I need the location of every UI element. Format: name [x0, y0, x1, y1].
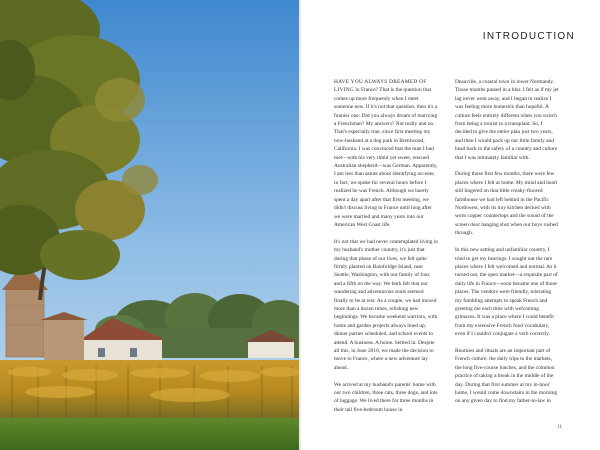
page-number: 11	[557, 425, 562, 430]
paragraph: It's not that we had never contemplated living in my husband's mother country, it's just that during that phase of our lives, we felt quite firmly planted on Bainbridge Island, near Seattle, Washington, with our family of four, and a fifth on the way. We both felt that our wandering and adventurous souls seemed finally to be at rest. As a couple, we had moved more than a dozen times, relishing new beginnings. We became weekend warriors, with home and garden projects always lined up, dinner parties scheduled, and school events to attend. A business. A home. Settled in. Despite all this, in June 2010, we made the decision to move to France, where a new adventure lay ahead.	[334, 238, 438, 371]
left-column	[334, 78, 438, 436]
paragraph: During those first few months, there were few places where I felt at home. My mind and heart still lingered on that little creaky-floored farmhouse we had left behind in the Pacific Northwest, with its tiny kitchen decked with worn copper countertops and the sound of the screen door banging shut when our boys rushed through.	[455, 171, 558, 237]
paragraph-text: in France? That is the question that comes up more frequently when I meet someone new. If it's not that question, then it's a funnier one: Did you always dream of marrying a Frenchman? My answers? Not really and no. That's especially true, since first meeting my now-husband at a dog park in Brentwood, California. I was convinced that the man I had met—with his very timid yet sweet, rescued Australian shepherd—was German. Apparently, I am less than astute about identifying accents; in fact, we spoke for several hours before I realized he was French. Although we barely spent a day apart after that first meeting, we didn't discuss living in France until long after we were married and many years into our American West Coast life.	[334, 87, 438, 228]
paragraph: Deauville, a coastal town in lower Normandy. Those months passed in a blur. I felt as if my jet lag never went away, and I began to realize I was feeling more homesick than hopeful. A culture feels entirely different when you switch from being a tourist to a transplant. So, I decided to give the entire plan just two years, and then I would pack up our little family and head back to the safety of a country and culture that I was intimately familiar with.	[455, 79, 559, 161]
lead-in: HAVE YOU ALWAYS DREAMED OF LIVING	[334, 79, 427, 94]
paragraph	[334, 78, 438, 229]
grass-foreground	[0, 418, 299, 450]
chapter-title: INTRODUCTION	[482, 31, 575, 42]
paragraph: In this new setting and unfamiliar country, I tried to get my bearings. I sought out the rare places where I felt welcomed and normal. As it turned out, the open market—a requisite part of daily life in France—soon became one of those places. The vendors were friendly, tolerating my fumbling attempts to speak French and greeting me each time with welcoming grimaces. It was a place where I could benefit from my extensive French food vocabulary, even if I couldn't conjugate a verb correctly.	[455, 247, 558, 338]
paragraph: We arrived at my husband's parents' home with our two children, three cats, three dogs, and lots of luggage. We lived there for three months in their tall five-bedroom house in	[334, 381, 438, 413]
right-column	[455, 78, 559, 436]
vineyard-chateau-photo	[0, 0, 299, 450]
vineyard-photo	[0, 0, 299, 450]
paragraph: Routines and rituals are an important part of French culture: the daily trips to the markets, the long five-course lunches, and the common practice of taking a break in the middle of the day. During that first summer at my in-laws' home, I would come downstairs in the morning on any given day to find my father-in-law in	[455, 347, 558, 405]
text-page	[301, 0, 600, 450]
